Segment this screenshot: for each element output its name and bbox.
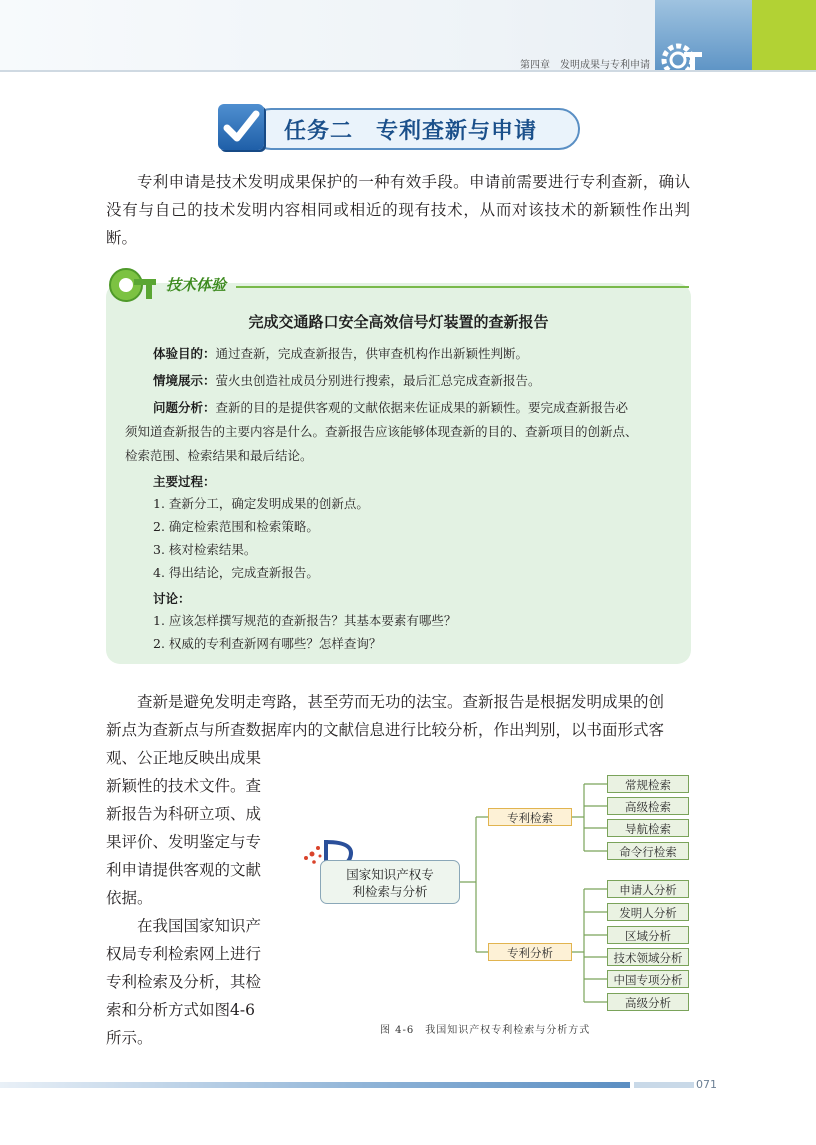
- narrow-line: 所示。: [106, 1029, 153, 1047]
- analysis-leaf-node: 中国专项分析: [607, 970, 689, 988]
- figure-caption: 图 4-6 我国知识产权专利检索与分析方式: [380, 1025, 591, 1036]
- branch-analysis-node: 专利分析: [488, 943, 572, 961]
- analysis-line-3: 检索范围、检索结果和最后结论。: [125, 448, 313, 463]
- discuss-label-text: 讨论：: [153, 591, 191, 606]
- analysis-leaf-node: 技术领域分析: [607, 948, 689, 966]
- narrow-line: 新报告为科研立项、成: [106, 805, 262, 823]
- footer-bar-end: [634, 1082, 694, 1088]
- search-leaf-node: 常规检索: [607, 775, 689, 793]
- branch-search-node: 专利检索: [488, 808, 572, 826]
- step-item: 1. 查新分工，确定发明成果的创新点。: [153, 496, 369, 511]
- page-number: 071: [696, 1078, 717, 1091]
- step-item: 4. 得出结论，完成查新报告。: [153, 565, 319, 580]
- experience-title: 完成交通路口安全高效信号灯装置的查新报告: [248, 313, 549, 331]
- narrow-line: 权局专利检索网上进行: [106, 945, 262, 963]
- narrow-line: 专利检索及分析，其检: [106, 973, 262, 991]
- search-leaf-node: 导航检索: [607, 819, 689, 837]
- analysis-leaf-node: 高级分析: [607, 993, 689, 1011]
- narrow-line: 果评价、发明鉴定与专: [106, 833, 262, 851]
- search-leaf-node: 高级检索: [607, 797, 689, 815]
- root-line-1: 国家知识产权专: [346, 867, 434, 882]
- scene-label: 情境展示：: [153, 373, 216, 388]
- task-title: 任务二 专利查新与申请: [284, 119, 538, 144]
- discuss-item: 2. 权威的专利查新网有哪些？怎样查询？: [153, 636, 382, 651]
- body-line-1: 查新是避免发明走弯路，甚至劳而无功的法宝。查新报告是根据发明成果的创: [137, 693, 665, 711]
- analysis-leaf-node: 区域分析: [607, 926, 689, 944]
- discuss-item: 1. 应该怎样撰写规范的查新报告？其基本要素有哪些？: [153, 613, 457, 628]
- narrow-line: 依据。: [106, 889, 153, 907]
- narrow-line: 观、公正地反映出成果: [106, 749, 262, 767]
- narrow-line: 新颖性的技术文件。查: [106, 777, 262, 795]
- step-item: 2. 确定检索范围和检索策略。: [153, 519, 319, 534]
- process-label-text: 主要过程：: [153, 474, 216, 489]
- root-line-2: 利检索与分析: [352, 884, 428, 899]
- purpose-text: 通过查新，完成查新报告，供审查机构作出新颖性判断。: [215, 346, 529, 361]
- purpose-label: 体验目的：: [153, 346, 216, 361]
- narrow-line: 在我国国家知识产: [137, 917, 262, 935]
- narrow-line: 利申请提供客观的文献: [106, 861, 262, 879]
- analysis-leaf-node: 发明人分析: [607, 903, 689, 921]
- search-leaf-node: 命令行检索: [607, 842, 689, 860]
- chapter-title: 第四章 发明成果与专利申请: [520, 60, 650, 71]
- narrow-line: 索和分析方式如图4-6: [106, 1001, 255, 1019]
- step-item: 3. 核对检索结果。: [153, 542, 257, 557]
- diagram-root-node: [320, 860, 460, 904]
- analysis-label: 问题分析：: [153, 400, 216, 415]
- body-line-2: 新点为查新点与所查数据库内的文献信息进行比较分析，作出判别，以书面形式客: [106, 721, 665, 739]
- analysis-text-1: 查新的目的是提供客观的文献依据来佐证成果的新颖性。要完成查新报告必: [215, 400, 629, 415]
- analysis-leaf-node: 申请人分析: [607, 880, 689, 898]
- scene-text: 萤火虫创造社成员分别进行搜索，最后汇总完成查新报告。: [215, 373, 541, 388]
- intro-text: 专利申请是技术发明成果保护的一种有效手段。申请前需要进行专利查新，确认没有与自己的技术发明内容相同或相近的现有技术，从而对该技术的新颖性作出判断。: [106, 173, 690, 247]
- experience-tag: 技术体验: [166, 276, 227, 294]
- footer-bar: [0, 1082, 630, 1088]
- analysis-line-2: 须知道查新报告的主要内容是什么。查新报告应该能够体现查新的目的、查新项目的创新点、: [125, 424, 638, 439]
